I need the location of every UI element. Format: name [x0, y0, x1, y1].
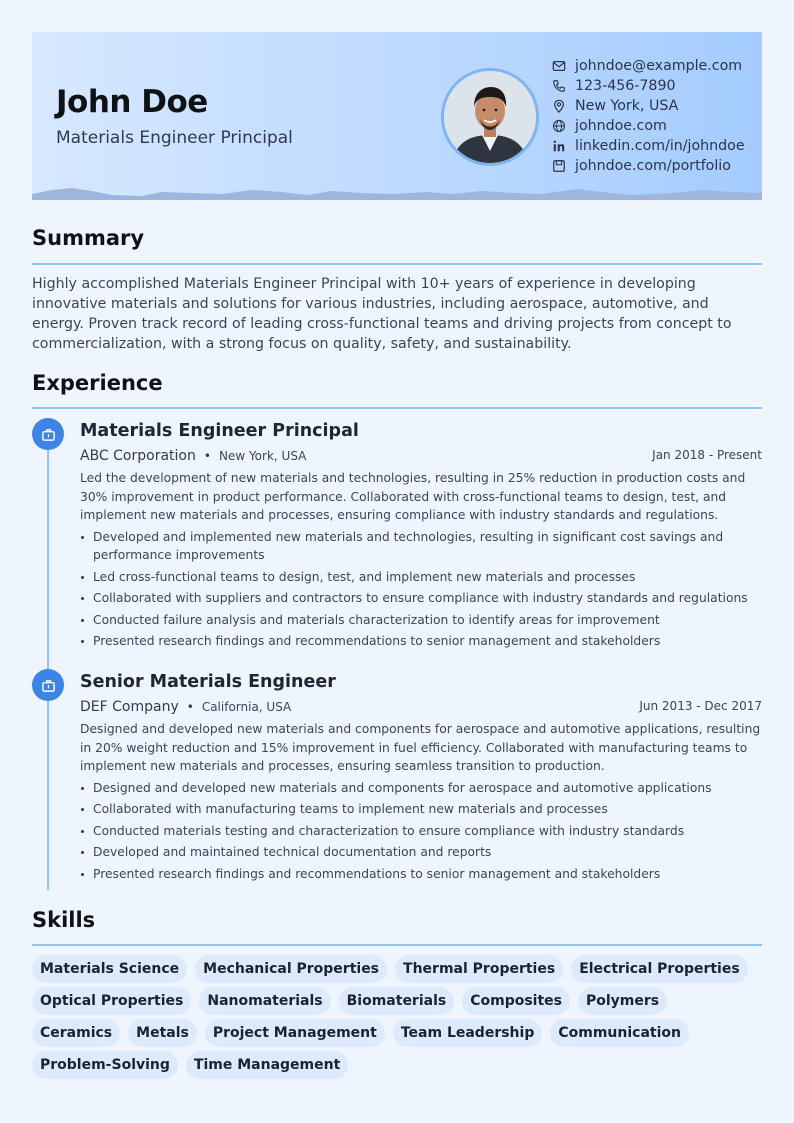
job-role: Senior Materials Engineer — [80, 672, 336, 692]
contact-portfolio-text: johndoe.com/portfolio — [575, 158, 731, 174]
candidate-name: John Doe — [56, 84, 208, 120]
job-bullet: Developed and implemented new materials and technologies, resulting in significant cost savings and performance improvements — [80, 528, 762, 565]
job-location: New York, USA — [218, 449, 307, 463]
contact-list — [552, 56, 762, 176]
contact-website[interactable] — [552, 116, 762, 136]
skill-chip: Biomaterials — [339, 987, 455, 1015]
job-dates: Jan 2018 - Present — [652, 448, 762, 462]
contact-linkedin[interactable] — [552, 136, 762, 156]
contact-phone[interactable] — [552, 76, 762, 96]
summary-heading: Summary — [32, 226, 145, 250]
job-description: Designed and developed new materials and components for aerospace and automotive applications, resulting in 20% weight reduction and 15% improvement in fuel efficiency. Collaborated with manufacturing teams to implement new materials and processes, ensuring seamless transition to production. — [80, 722, 761, 773]
candidate-title: Materials Engineer Principal — [56, 128, 293, 148]
skill-chip: Ceramics — [32, 1019, 120, 1047]
job-meta — [80, 695, 762, 717]
profile-photo — [441, 68, 539, 166]
summary-text: Highly accomplished Materials Engineer Principal with 10+ years of experience in developing innovative materials and solutions for various industries, including aerospace, automotive, and energy. Proven track record of leading cross-functional teams and driving projects from concept to commercialization, with a strong focus on quality, safety, and sustainability. — [32, 276, 732, 352]
contact-website-text: johndoe.com — [575, 118, 667, 134]
skill-chip: Team Leadership — [393, 1019, 543, 1047]
skill-chip: Electrical Properties — [571, 955, 748, 983]
contact-linkedin-text: linkedin.com/in/johndoe — [575, 138, 745, 154]
job-entry — [80, 669, 762, 883]
skill-chip: Problem-Solving — [32, 1051, 178, 1079]
job-meta — [80, 444, 762, 466]
contact-email-text: johndoe@example.com — [575, 58, 743, 74]
briefcase-icon — [32, 669, 64, 701]
job-bullet: Conducted materials testing and characterization to ensure compliance with industry standards — [80, 822, 762, 841]
skill-chip: Thermal Properties — [395, 955, 563, 983]
job-bullets — [80, 779, 762, 884]
contact-location-text: New York, USA — [575, 98, 679, 114]
skills-divider — [32, 944, 762, 946]
experience-heading: Experience — [32, 371, 163, 395]
skill-chip: Communication — [550, 1019, 689, 1047]
skill-chip: Nanomaterials — [199, 987, 330, 1015]
timeline-line — [47, 434, 49, 890]
job-company: DEF Company — [80, 699, 179, 715]
skill-chip: Metals — [128, 1019, 197, 1047]
job-bullet: Developed and maintained technical documentation and reports — [80, 843, 762, 862]
skill-chip: Mechanical Properties — [195, 955, 387, 983]
skill-chip: Composites — [462, 987, 570, 1015]
job-bullets — [80, 528, 762, 651]
skill-chip: Project Management — [205, 1019, 385, 1047]
header-banner — [32, 32, 762, 200]
job-company: ABC Corporation — [80, 448, 196, 464]
briefcase-icon — [32, 418, 64, 450]
contact-portfolio[interactable] — [552, 156, 762, 176]
contact-phone-text: 123-456-7890 — [575, 78, 676, 94]
contact-email[interactable] — [552, 56, 762, 76]
separator-dot: • — [203, 449, 211, 463]
job-description: Led the development of new materials and technologies, resulting in 25% reduction in production costs and 30% improvement in product performance. Collaborated with cross-functional teams to design, test, and implement new materials and processes, ensuring compliance with industry standards and regulations. — [80, 471, 746, 522]
skills-heading: Skills — [32, 908, 96, 932]
job-bullet: Collaborated with suppliers and contractors to ensure compliance with industry standards and regulations — [80, 589, 762, 608]
job-bullet: Presented research findings and recommendations to senior management and stakeholders — [80, 632, 762, 651]
job-location: California, USA — [201, 700, 292, 714]
skills-list — [32, 955, 762, 1083]
summary-divider — [32, 263, 762, 265]
job-role: Materials Engineer Principal — [80, 421, 359, 441]
skill-chip: Optical Properties — [32, 987, 191, 1015]
contact-location — [552, 96, 762, 116]
job-bullet: Led cross-functional teams to design, test, and implement new materials and processes — [80, 568, 762, 587]
separator-dot: • — [186, 700, 194, 714]
header-wave-decoration — [32, 186, 762, 200]
experience-divider — [32, 407, 762, 409]
linkedin-icon — [552, 139, 566, 153]
portrait-image — [444, 71, 536, 163]
globe-icon — [552, 119, 566, 133]
phone-icon — [552, 79, 566, 93]
location-pin-icon — [552, 99, 566, 113]
job-bullet: Designed and developed new materials and components for aerospace and automotive applications — [80, 779, 762, 798]
portfolio-icon — [552, 159, 566, 173]
job-bullet: Collaborated with manufacturing teams to implement new materials and processes — [80, 800, 762, 819]
skill-chip: Polymers — [578, 987, 667, 1015]
job-bullet: Presented research findings and recommendations to senior management and stakeholders — [80, 865, 762, 884]
skill-chip: Materials Science — [32, 955, 187, 983]
skill-chip: Time Management — [186, 1051, 348, 1079]
mail-icon — [552, 59, 566, 73]
job-entry — [80, 418, 762, 651]
job-bullet: Conducted failure analysis and materials characterization to identify areas for improvement — [80, 611, 762, 630]
job-dates: Jun 2013 - Dec 2017 — [639, 699, 762, 713]
